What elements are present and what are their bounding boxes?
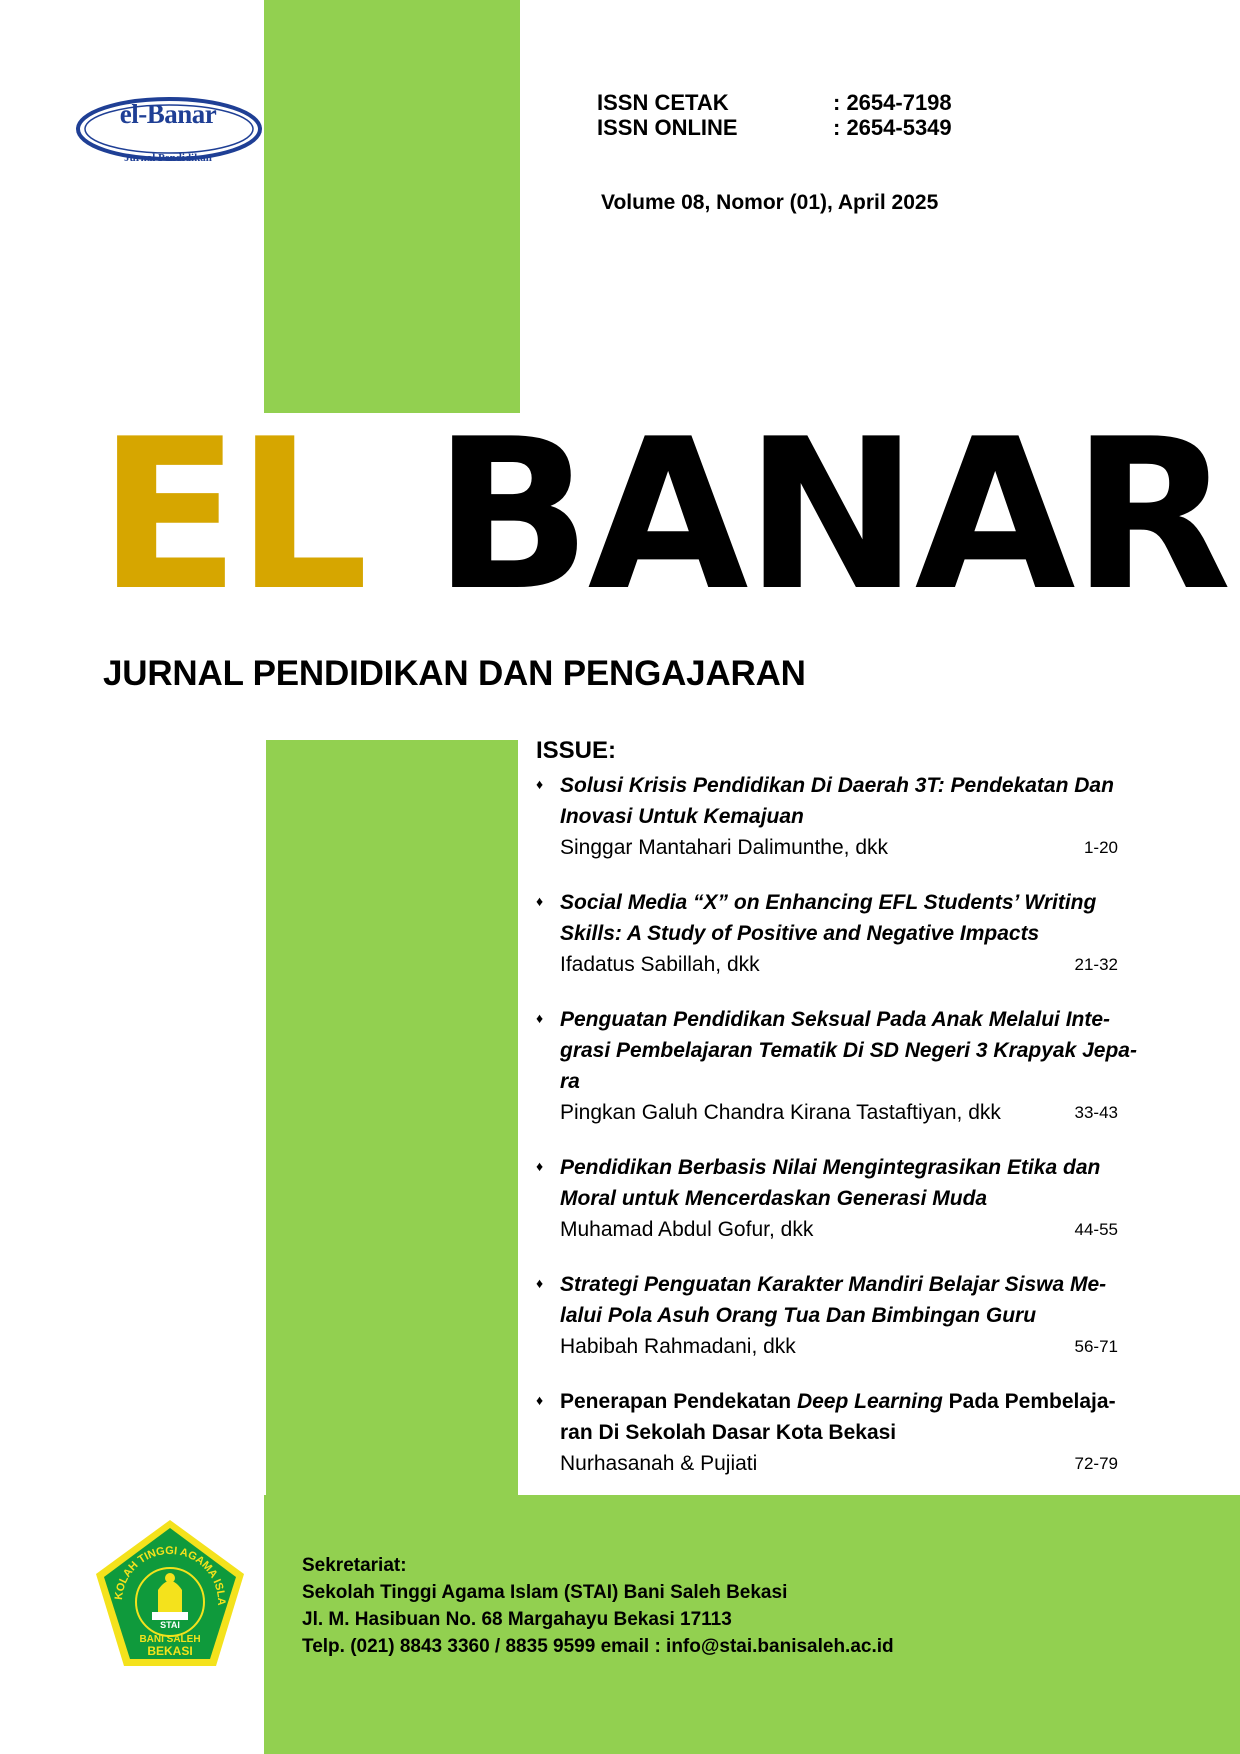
- article-title-part: Pada Pembelaja-: [942, 1390, 1116, 1413]
- article-title-line: Moral untuk Mencerdaskan Generasi Muda: [560, 1187, 988, 1210]
- article-title: [560, 887, 1156, 949]
- article-title-line: lalui Pola Asuh Orang Tua Dan Bimbingan Guru: [560, 1304, 1037, 1327]
- article-title-line: ra: [560, 1070, 580, 1093]
- issn-block: [597, 90, 952, 140]
- issn-print-value: : 2654-7198: [833, 90, 952, 115]
- journal-title-el: EL: [98, 395, 365, 637]
- article-meta: [560, 1214, 1118, 1245]
- volume-info: Volume 08, Nomor (01), April 2025: [601, 191, 939, 214]
- issn-online-label: ISSN ONLINE: [597, 115, 738, 140]
- secretariat-heading: Sekretariat:: [302, 1555, 407, 1576]
- article-title-line: Inovasi Untuk Kemajuan: [560, 805, 804, 828]
- diamond-bullet-icon: ♦: [536, 1275, 544, 1291]
- article-authors: Singgar Mantahari Dalimunthe, dkk: [560, 836, 889, 859]
- journal-logo: [74, 94, 264, 170]
- article-meta: [560, 832, 1118, 863]
- journal-subtitle: JURNAL PENDIDIKAN DAN PENGAJARAN: [103, 654, 806, 693]
- article-title-line: Strategi Penguatan Karakter Mandiri Belajar Siswa Me-: [560, 1273, 1107, 1296]
- issn-print-row: [597, 90, 952, 115]
- seal-abbr: STAI: [160, 1620, 180, 1630]
- diamond-bullet-icon: ♦: [536, 1392, 544, 1408]
- article-title: [560, 1152, 1156, 1214]
- seal-bottom-text-2: BEKASI: [147, 1644, 193, 1658]
- article-meta: [560, 1448, 1118, 1479]
- article-title: [560, 1269, 1156, 1331]
- article-title-italic-part: Deep Learning: [796, 1390, 943, 1413]
- diamond-bullet-icon: ♦: [536, 1010, 544, 1026]
- article-meta: [560, 949, 1118, 980]
- green-band-top: [264, 0, 520, 413]
- article-item: [536, 770, 1156, 863]
- article-meta: [560, 1097, 1118, 1128]
- issn-print-label: ISSN CETAK: [597, 90, 729, 115]
- article-title-part: Penerapan Pendekatan: [560, 1390, 797, 1413]
- secretariat-block: [302, 1552, 894, 1660]
- logo-title: el-Banar: [119, 99, 217, 129]
- article-title-line: Penguatan Pendidikan Seksual Pada Anak Melalui Inte-: [560, 1008, 1111, 1031]
- article-title-line: ran Di Sekolah Dasar Kota Bekasi: [560, 1421, 897, 1444]
- article-meta: [560, 1331, 1118, 1362]
- seal-bottom-text-1: BANI SALEH: [139, 1634, 201, 1645]
- article-title-line: [560, 1386, 1156, 1417]
- issue-heading: ISSUE:: [536, 737, 617, 764]
- article-authors: Pingkan Galuh Chandra Kirana Tastaftiyan, dkk: [560, 1101, 1001, 1124]
- article-title: [560, 1386, 1156, 1448]
- article-authors: Muhamad Abdul Gofur, dkk: [560, 1218, 814, 1241]
- article-title-line: Skills: A Study of Positive and Negative Impacts: [560, 922, 1040, 945]
- article-item: [536, 1004, 1156, 1128]
- journal-title-banar: BANAR: [433, 395, 1228, 637]
- secretariat-contact: Telp. (021) 8843 3360 / 8835 9599 email : info@stai.banisaleh.ac.id: [302, 1636, 894, 1657]
- article-item: [536, 1269, 1156, 1362]
- article-title: [560, 1004, 1156, 1097]
- article-item: [536, 1152, 1156, 1245]
- logo-subtitle: Jurnal Pendidikan: [124, 152, 212, 164]
- article-item: [536, 887, 1156, 980]
- diamond-bullet-icon: ♦: [536, 776, 544, 792]
- article-pages: 56-71: [1074, 1337, 1118, 1356]
- article-title-line: Social Media “X” on Enhancing EFL Students’ Writing: [560, 891, 1097, 914]
- article-pages: 33-43: [1074, 1103, 1118, 1122]
- article-title-line: Pendidikan Berbasis Nilai Mengintegrasikan Etika dan: [560, 1156, 1101, 1179]
- article-item: [536, 1386, 1156, 1479]
- stai-seal: [88, 1516, 252, 1680]
- issn-online-value: : 2654-5349: [833, 115, 952, 140]
- article-authors: Ifadatus Sabillah, dkk: [560, 953, 760, 976]
- issn-online-row: [597, 115, 952, 140]
- journal-title: [98, 395, 1228, 637]
- article-authors: Habibah Rahmadani, dkk: [560, 1335, 796, 1358]
- article-authors: Nurhasanah & Pujiati: [560, 1452, 758, 1475]
- article-title-line: Solusi Krisis Pendidikan Di Daerah 3T: Pendekatan Dan: [560, 774, 1114, 797]
- article-title-line: grasi Pembelajaran Tematik Di SD Negeri 3 Krapyak Jepa-: [560, 1039, 1137, 1062]
- article-pages: 1-20: [1083, 838, 1118, 857]
- green-band-middle: [266, 740, 518, 1500]
- seal-top-text: KOLAH TINGGI AGAMA ISLA: [112, 1544, 228, 1606]
- secretariat-address: Jl. M. Hasibuan No. 68 Margahayu Bekasi 17113: [302, 1609, 732, 1630]
- article-pages: 21-32: [1074, 955, 1118, 974]
- diamond-bullet-icon: ♦: [536, 893, 544, 909]
- article-pages: 72-79: [1074, 1454, 1118, 1473]
- secretariat-institution: Sekolah Tinggi Agama Islam (STAI) Bani Saleh Bekasi: [302, 1582, 788, 1603]
- stai-seal-icon: [88, 1516, 252, 1680]
- diamond-bullet-icon: ♦: [536, 1158, 544, 1174]
- article-pages: 44-55: [1074, 1220, 1118, 1239]
- article-title: [560, 770, 1156, 832]
